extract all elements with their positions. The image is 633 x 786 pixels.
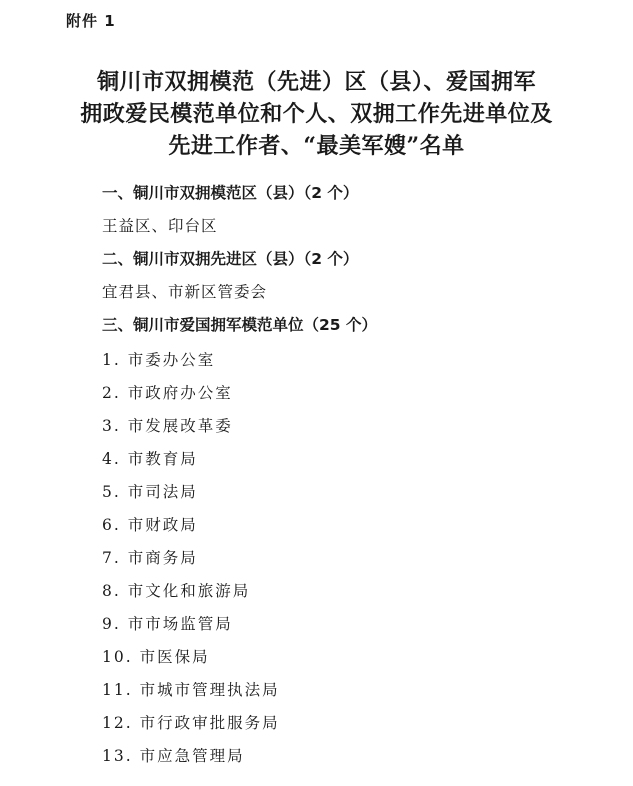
section-heading-2: 二、铜川市双拥先进区（县）（2 个） <box>102 250 359 268</box>
title-line-1: 铜川市双拥模范（先进）区（县）、爱国拥军 <box>96 69 536 95</box>
title-line-2: 拥政爱民模范单位和个人、双拥工作先进单位及 <box>80 101 553 127</box>
list-item: 10. 市医保局 <box>102 648 210 666</box>
list-item: 4. 市教育局 <box>102 450 198 468</box>
section-heading-3: 三、铜川市爱国拥军模范单位（25 个） <box>102 316 377 334</box>
list-item: 2. 市政府办公室 <box>102 384 233 402</box>
list-item: 9. 市市场监管局 <box>102 615 233 633</box>
list-item: 12. 市行政审批服务局 <box>102 714 280 732</box>
list-item: 11. 市城市管理执法局 <box>102 681 280 699</box>
list-item: 3. 市发展改革委 <box>102 417 233 435</box>
list-item: 5. 市司法局 <box>102 483 198 501</box>
list-item: 8. 市文化和旅游局 <box>102 582 251 600</box>
unit-list <box>102 344 582 773</box>
document-content <box>102 177 582 773</box>
list-item: 1. 市委办公室 <box>102 351 216 369</box>
attachment-label: 附件 1 <box>66 12 116 30</box>
document-title <box>40 66 593 162</box>
list-item: 6. 市财政局 <box>102 516 198 534</box>
section-text-1: 王益区、印台区 <box>102 217 218 235</box>
section-text-2: 宜君县、市新区管委会 <box>102 283 268 301</box>
list-item: 7. 市商务局 <box>102 549 198 567</box>
list-item: 13. 市应急管理局 <box>102 747 245 765</box>
section-heading-1: 一、铜川市双拥模范区（县）（2 个） <box>102 184 359 202</box>
title-line-3: 先进工作者、“最美军嫂”名单 <box>168 133 465 159</box>
